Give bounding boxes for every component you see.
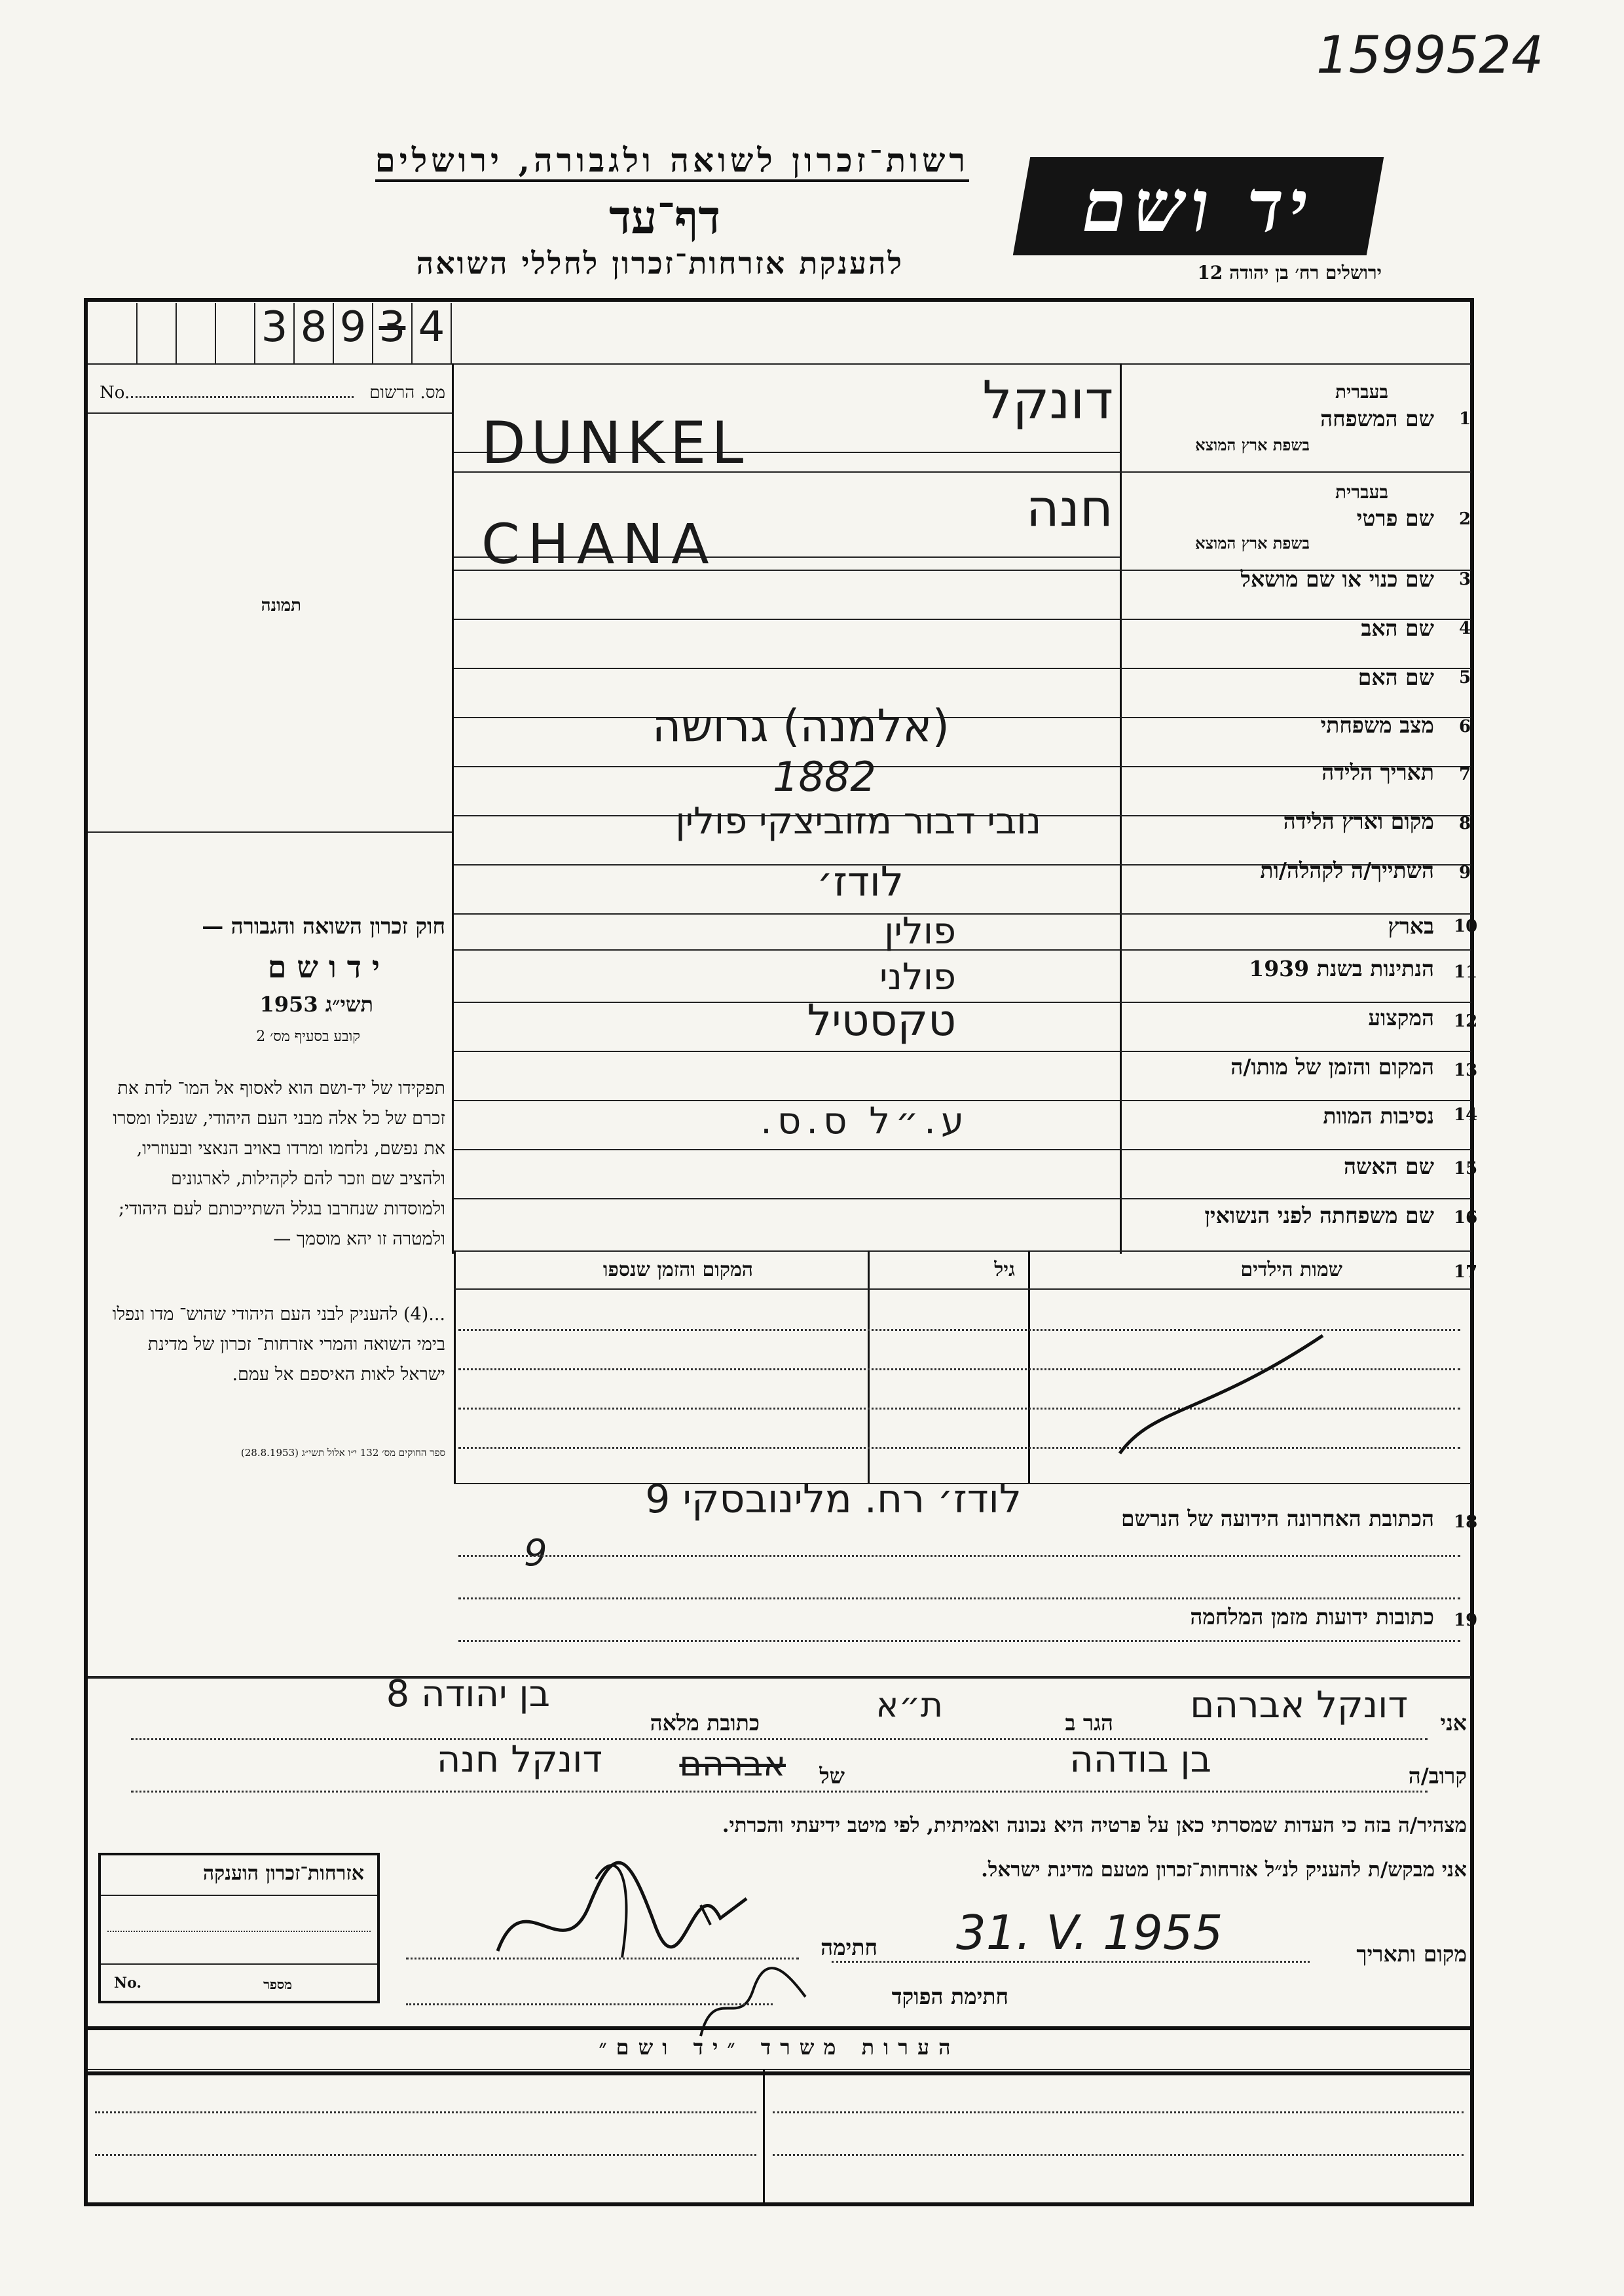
num-3: 3 bbox=[1459, 570, 1471, 589]
decl-signature-label: חתימה bbox=[821, 1935, 877, 1960]
label-birthplace: מקום וארץ הלידה bbox=[1283, 809, 1434, 834]
value-last-address-b: 9 bbox=[524, 1532, 547, 1575]
decl-of-label: של bbox=[819, 1763, 845, 1789]
remarks-title: הערות משרד ״יד ושם״ bbox=[599, 2035, 960, 2060]
yad-vashem-logo bbox=[1013, 157, 1384, 255]
label-firstname-sub1: בעברית bbox=[1335, 481, 1388, 503]
label-surname-sub2: בשפת ארץ המוצא bbox=[1195, 435, 1310, 454]
photo-label: תמונה bbox=[261, 596, 301, 615]
decl-address-label: כתובת מלאה bbox=[650, 1710, 760, 1736]
label-firstname-sub2: בשפת ארץ המוצא bbox=[1195, 534, 1310, 553]
value-country: פולין bbox=[884, 910, 956, 953]
value-birthplace: נובי דבור מזוביצקי פולין bbox=[675, 800, 1041, 843]
label-wife: שם האשה bbox=[1344, 1154, 1434, 1179]
num-9: 9 bbox=[1459, 863, 1471, 883]
num-19: 19 bbox=[1454, 1611, 1478, 1630]
label-death-circumstances: נסיבות המוות bbox=[1323, 1103, 1434, 1129]
value-surname-latin: DUNKEL bbox=[481, 409, 749, 477]
citizenship-box bbox=[98, 1853, 380, 2003]
num-5: 5 bbox=[1459, 668, 1471, 687]
registry-number-boxes bbox=[98, 303, 465, 363]
value-birthdate: 1882 bbox=[773, 753, 876, 801]
label-death-place: המקום והזמן של מותו/ה bbox=[1230, 1054, 1434, 1080]
value-firstname-he: חנה bbox=[1025, 479, 1113, 538]
label-surname-sub1: בעברית bbox=[1335, 381, 1388, 403]
children-col-names: שמות הילדים bbox=[1240, 1258, 1342, 1281]
decl-date-value: 31. V. 1955 bbox=[956, 1905, 1223, 1960]
decl-relation-label: קרוב/ה bbox=[1408, 1763, 1467, 1789]
num-16: 16 bbox=[1454, 1208, 1478, 1228]
decl-full-address: בן יהודה 8 bbox=[386, 1673, 550, 1715]
value-firstname-latin: CHANA bbox=[481, 512, 717, 576]
num-1: 1 bbox=[1459, 409, 1471, 429]
label-citizenship-1939: הנתינות בשנת 1939 bbox=[1249, 956, 1434, 981]
children-strike-mark bbox=[1113, 1329, 1329, 1460]
value-marital: (אלמנה) גרושה bbox=[652, 701, 950, 752]
label-country: בארץ bbox=[1388, 913, 1434, 939]
archive-number: 1599524 bbox=[1316, 26, 1544, 85]
children-col-place: המקום והזמן שנספו bbox=[602, 1258, 753, 1281]
num-2: 2 bbox=[1459, 509, 1471, 529]
num-18: 18 bbox=[1454, 1512, 1478, 1532]
label-community: השתייך/ה לקהלה/ות bbox=[1260, 858, 1434, 883]
law-para2: ...(4) להעניק לבני העם היהודי שהוש־ מדו ונפלו בימי השואה והמרי אזרחות־ זכרון של מדינת ישראל לאות האיספם אל עמם. bbox=[112, 1304, 445, 1385]
decl-officer-label: חתימת הפוקד bbox=[891, 1984, 1008, 2009]
num-10: 10 bbox=[1454, 917, 1478, 936]
decl-of-value: דונקל חנה bbox=[436, 1738, 602, 1781]
law-name: י ד ו ש ם bbox=[267, 949, 380, 985]
children-col-age: גיל bbox=[994, 1258, 1015, 1281]
form-title: דף־עד bbox=[608, 190, 720, 244]
decl-place-date-label: מקום ותאריך bbox=[1356, 1941, 1467, 1967]
value-profession: טקסטיל bbox=[807, 995, 956, 1046]
num-6: 6 bbox=[1459, 717, 1471, 737]
decl-city: ת״א bbox=[876, 1686, 943, 1725]
reg-digit-3: 9 bbox=[334, 303, 373, 363]
num-14: 14 bbox=[1454, 1105, 1478, 1125]
value-citizenship: פולני bbox=[879, 956, 956, 998]
law-para1: תפקידו של יד-ושם הוא לאסוף אל המו־ לדת את זכרם של כל אלה מבני העם היהודי, שנפלו ומסרו את נפשם, נלחמו ומרדו באויב הנאצי ובעוזריו, ולהציב שם וזכר להם לקהילות, לארגונים ולמוסדות שנחרבו בגלל השתייכותם לעם היהודי; ולמטרה זו יהא מוסמך — bbox=[113, 1078, 445, 1249]
num-4: 4 bbox=[1459, 619, 1471, 638]
decl-name: דונקל אברהם bbox=[1190, 1684, 1408, 1726]
decl-struck-name: אברהם bbox=[679, 1745, 786, 1784]
reg-digit-4: 3 bbox=[373, 303, 413, 363]
num-13: 13 bbox=[1454, 1061, 1478, 1080]
label-surname: שם המשפחה bbox=[1320, 406, 1434, 431]
num-7: 7 bbox=[1459, 765, 1471, 784]
logo-text: יד ושם bbox=[1075, 164, 1322, 248]
decl-request: אני מבקש/ת להעניק לנ״ל אזרחות־זכרון מטעם מדינת ישראל. bbox=[981, 1858, 1467, 1882]
decl-ani: אני bbox=[1440, 1710, 1467, 1736]
reg-digit-5: 4 bbox=[413, 303, 452, 363]
label-profession: המקצוע bbox=[1368, 1005, 1434, 1030]
num-11: 11 bbox=[1454, 962, 1478, 982]
num-17: 17 bbox=[1454, 1262, 1478, 1282]
num-15: 15 bbox=[1454, 1159, 1478, 1178]
law-title: חוק זכרון השואה והגבורה — bbox=[202, 913, 445, 939]
citizenship-number-label: מספר bbox=[263, 1977, 292, 1992]
decl-statement: מצהיר/ה בזה כי העדות שמסרתי כאן על פרטיה היא נכונה ואמיתית, לפי מיטב ידיעתי והכרתי. bbox=[722, 1813, 1467, 1837]
num-12: 12 bbox=[1454, 1011, 1478, 1031]
value-community: לודז׳ bbox=[816, 858, 904, 905]
citizenship-no-label: No. bbox=[114, 1975, 142, 1992]
org-line: רשות־זכרון לשואה ולגבורה, ירושלים bbox=[375, 141, 969, 182]
decl-gar-b: הגר ב bbox=[1065, 1710, 1113, 1736]
value-last-address: לודז׳ רח. מלינובסקי 9 bbox=[645, 1476, 1022, 1522]
law-footnote: ספר החוקים מס׳ 132 י״ו אלול תשי״ג (28.8.1953) bbox=[240, 1447, 445, 1459]
label-war-addresses: כתובות ידועות מזמן המלחמה bbox=[1190, 1604, 1434, 1630]
label-last-address: הכתובת האחרונה הידועה של הנרשם bbox=[1120, 1506, 1434, 1531]
label-maiden-name: שם משפחתה לפני הנשואין bbox=[1204, 1203, 1434, 1228]
label-marital: מצב משפחתי bbox=[1320, 712, 1434, 738]
decl-relation-value: בן בודהה bbox=[1069, 1738, 1211, 1781]
reg-digit-1: 3 bbox=[255, 303, 295, 363]
citizenship-title: אזרחות־זכרון הוענקה bbox=[202, 1862, 364, 1885]
label-mother: שם האם bbox=[1357, 665, 1434, 690]
num-8: 8 bbox=[1459, 814, 1471, 833]
label-father: שם האב bbox=[1361, 615, 1434, 641]
reg-label: מס. הרשום bbox=[369, 383, 445, 403]
label-firstname: שם פרטי bbox=[1356, 505, 1434, 531]
value-death-circumstances: ע.״ל ס.ס. bbox=[760, 1100, 969, 1142]
law-year: תשי״ג 1953 bbox=[259, 992, 373, 1017]
form-subtitle: להענקת אזרחות־זכרון לחללי השואה bbox=[416, 246, 904, 281]
label-birthdate: תאריך הלידה bbox=[1321, 759, 1434, 785]
law-section: קובע בסעיף מס׳ 2 bbox=[256, 1029, 360, 1045]
logo-address: ירושלים רח׳ בן יהודה 12 bbox=[1197, 262, 1382, 283]
value-surname-he: דונקל bbox=[982, 370, 1113, 431]
label-nickname: שם כנוי או שם מושאל bbox=[1240, 566, 1434, 592]
reg-digit-2: 8 bbox=[295, 303, 334, 363]
no-label: No. bbox=[100, 383, 130, 403]
